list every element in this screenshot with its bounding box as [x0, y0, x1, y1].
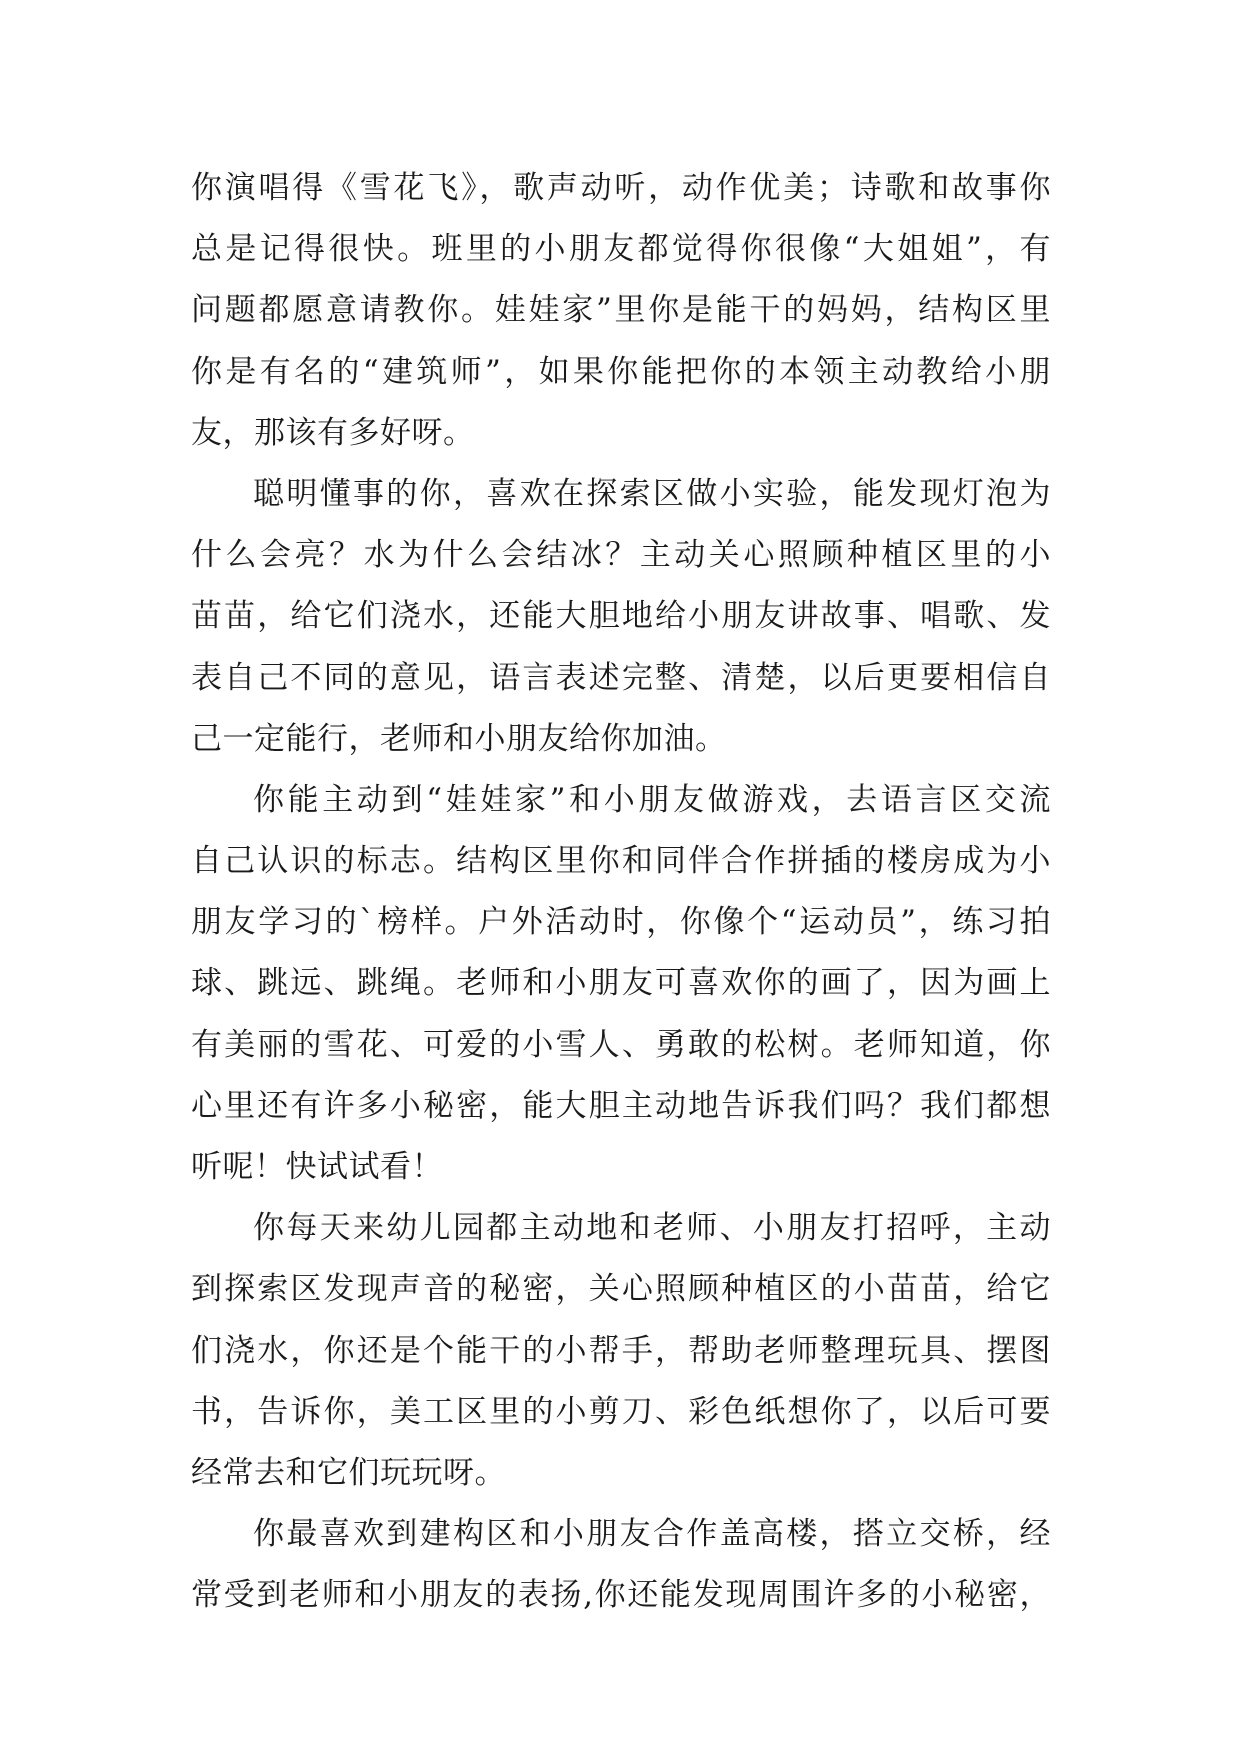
paragraph: [191, 464, 1051, 770]
text-line: 到探索区发现声音的秘密，关心照顾种植区的小苗苗，给它: [191, 1271, 1051, 1308]
paragraph: [191, 158, 1051, 464]
text-line: 球、跳远、跳绳。老师和小朋友可喜欢你的画了，因为画上: [191, 965, 1051, 1002]
text-line: 问题都愿意请教你。娃娃家”里你是能干的妈妈，结构区里: [191, 292, 1051, 329]
text-line: 有美丽的雪花、可爱的小雪人、勇敢的松树。老师知道，你: [191, 1026, 1051, 1063]
text-line: 听呢！快试试看！: [191, 1149, 443, 1185]
text-line: 你能主动到“娃娃家”和小朋友做游戏，去语言区交流: [253, 781, 1051, 818]
text-line: 朋友学习的`榜样。户外活动时，你像个“运动员”，练习拍: [191, 904, 1051, 941]
text-line: 经常去和它们玩玩呀。: [191, 1454, 506, 1491]
text-line: 表自己不同的意见，语言表述完整、清楚，以后更要相信自: [191, 659, 1051, 696]
paragraph: [191, 1504, 1051, 1626]
text-line: 你是有名的“建筑师”，如果你能把你的本领主动教给小朋: [191, 353, 1051, 390]
text-line: 你每天来幼儿园都主动地和老师、小朋友打招呼，主动: [253, 1210, 1051, 1247]
text-line: 你演唱得《雪花飞》，歌声动听，动作优美；诗歌和故事你: [191, 170, 1051, 206]
text-line: 苗苗，给它们浇水，还能大胆地给小朋友讲故事、唱歌、发: [191, 598, 1051, 635]
text-line: 常受到老师和小朋友的表扬,你还能发现周围许多的小秘密，: [191, 1577, 1051, 1614]
paragraph: [191, 1198, 1051, 1504]
text-line: 自己认识的标志。结构区里你和同伴合作拼插的楼房成为小: [191, 843, 1051, 880]
text-line: 你最喜欢到建构区和小朋友合作盖高楼，搭立交桥，经: [253, 1516, 1051, 1553]
text-line: 己一定能行，老师和小朋友给你加油。: [191, 720, 727, 757]
text-line: 什么会亮？水为什么会结冰？主动关心照顾种植区里的小: [191, 537, 1051, 574]
text-line: 友，那该有多好呀。: [191, 414, 475, 451]
text-line: 心里还有许多小秘密，能大胆主动地告诉我们吗？我们都想: [191, 1087, 1051, 1124]
paragraph: [191, 770, 1051, 1198]
text-line: 总是记得很快。班里的小朋友都觉得你很像“大姐姐”，有: [191, 231, 1051, 268]
document-body: [191, 158, 1051, 1627]
text-line: 聪明懂事的你，喜欢在探索区做小实验，能发现灯泡为: [253, 475, 1051, 512]
text-line: 书，告诉你，美工区里的小剪刀、彩色纸想你了，以后可要: [191, 1393, 1051, 1430]
text-line: 们浇水，你还是个能干的小帮手，帮助老师整理玩具、摆图: [191, 1332, 1051, 1369]
